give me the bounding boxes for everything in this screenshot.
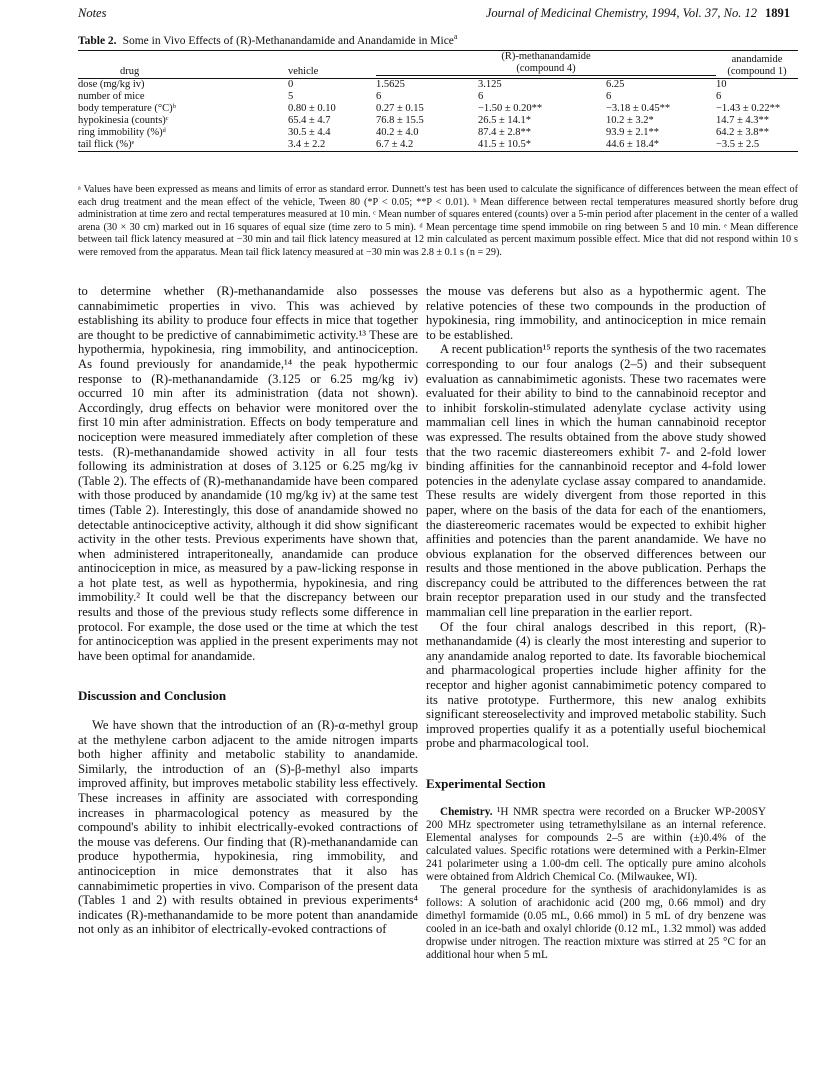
paragraph: Of the four chiral analogs described in this report, (R)-methanandamide (4) is clearly the most interesting and superior to any anandamide analog reported to date. Its favorable biochemical and pharmacological properties include higher affinity for the receptor and higher agonist cannabimimetic potency compared to its native prototype. Furthermore, this new analog exhibits significant stereoselectivity and improved metabolic stability. Such improved properties qualify it as a potentially useful biochemical probe and pharmacological tool. xyxy=(426,619,766,751)
right-column xyxy=(426,284,766,962)
cell: −3.18 ± 0.45** xyxy=(606,103,671,114)
row-label: body temperature (°C)ᵇ xyxy=(78,103,176,114)
run-in-heading-chemistry: Chemistry. xyxy=(440,805,493,818)
header-drug: drug xyxy=(120,66,140,77)
cell: 6.25 xyxy=(606,79,625,90)
paragraph: to determine whether (R)-methanandamide also possesses cannabimimetic properties in vivo. This was achieved by establishing its ability to produce four effects in mice that together are thought to be predictive of cannabimimetic activity.¹³ These are hypothermia, hypokinesia, ring immobility, and antinociception. As found previously for anandamide,¹⁴ the peak hypothermic response to (R)-methanandamide (3.125 or 6.25 mg/kg iv) occurred 10 min after its administration (data not shown). Accordingly, drug effects on behavior were monitored over the first 10 min after administration. Effects on body temperature and nociception were measured immediately after completion of these tests. (R)-methanandamide showed activity in all four tests following its administration at doses of 3.125 or 6.25 mg/kg iv (Table 2). The effects of (R)-methanandamide have been compared with those produced by anandamide (10 mg/kg iv) at the same test times (Table 2). Interestingly, this dose of anandamide showed no detectable antinociceptive activity, although it did show significant activity in the other tests. Previous experiments have shown that, when administered intraperitoneally, anandamide can produce antinociception in mice, as measured by a paw-licking response in a hot plate test, as well as hypothermia, hypokinesia, and ring immobility.² It could well be that the discrepancy between our results and those of the previous study reflects some difference in protocol. For example, the dose used or the time at which the test for antinociception was applied in the present experiments may not have been optimal for anandamide. xyxy=(78,284,418,663)
table-header-row-1 xyxy=(78,51,798,76)
cell: 5 xyxy=(288,91,294,102)
cell: 30.5 ± 4.4 xyxy=(288,127,331,138)
table-label: Table 2. xyxy=(78,34,117,47)
cell: 10.2 ± 3.2* xyxy=(606,115,654,126)
header-anandamide-sub: (compound 1) xyxy=(727,66,787,77)
table-title: Some in Vivo Effects of (R)-Methanandamide and Anandamide in Mice xyxy=(122,34,454,47)
cell: 87.4 ± 2.8** xyxy=(478,127,532,138)
cell: −1.50 ± 0.20** xyxy=(478,103,543,114)
table-row xyxy=(78,127,798,139)
table-row xyxy=(78,139,798,152)
paragraph: We have shown that the introduction of an (R)-α-methyl group at the methylene carbon adjacent to the amide nitrogen imparts both higher affinity and metabolic stability to anandamide. Similarly, the introduction of an (S)-β-methyl also imparts improved affinity, but improves metabolic stability less effectively. These increases in affinity are associated with corresponding increases in pharmacological potency as measured by the compound's ability to inhibit electrically-evoked contractions of the mouse vas deferens. Our finding that (R)-methanandamide can produce hypothermia, hypokinesia, ring immobility, and antinociception in mice demonstrates that it also has cannabimimetic properties in vivo. Comparison of the present data (Tables 1 and 2) with results obtained in previous experiments⁴ indicates (R)-methanandamide to be more potent than anandamide not only as an inhibitor of electrically-evoked contractions of xyxy=(78,718,418,937)
cell: 6 xyxy=(606,91,612,102)
row-label: tail flick (%)ᵉ xyxy=(78,139,135,150)
table-row xyxy=(78,115,798,127)
journal-name: Journal of Medicinal Chemistry, 1994, Vol. 37, No. 12 xyxy=(485,6,757,20)
cell: −1.43 ± 0.22** xyxy=(716,103,781,114)
cell: 65.4 ± 4.7 xyxy=(288,115,331,126)
cell: 40.2 ± 4.0 xyxy=(376,127,419,138)
cell: 44.6 ± 18.4* xyxy=(606,139,660,150)
caption-footnote-mark: a xyxy=(453,32,458,41)
row-label: ring immobility (%)ᵈ xyxy=(78,127,166,138)
table-row xyxy=(78,103,798,115)
cell: 3.125 xyxy=(478,79,502,90)
cell: 26.5 ± 14.1* xyxy=(478,115,532,126)
table-row xyxy=(78,79,798,92)
row-label: hypokinesia (counts)ᶜ xyxy=(78,115,169,126)
row-label: number of mice xyxy=(78,91,145,102)
cell: 3.4 ± 2.2 xyxy=(288,139,326,150)
cell: 0.80 ± 0.10 xyxy=(288,103,336,114)
chemistry-text: ¹H NMR spectra were recorded on a Brucker WP-200SY 200 MHz spectrometer using tetramethylsilane as an internal reference. Elemental analyses for compounds 2–5 are within (±)0.4% of the calculated values. Specific rotations were determined with a Perkin-Elmer 241 polarimeter using a 1.00-dm cell. The optically pure amino alcohols were obtained from Aldrich Chemical Co. (Milwaukee, WI). xyxy=(426,805,766,883)
page-number: 1891 xyxy=(765,6,790,20)
paragraph: the mouse vas deferens but also as a hypothermic agent. The relative potencies of these two compounds in the production of hypokinesia, ring immobility, and antinociception in mice remain to be established. xyxy=(426,284,766,342)
cell: 0.27 ± 0.15 xyxy=(376,103,424,114)
cell: 76.8 ± 15.5 xyxy=(376,115,424,126)
cell: 41.5 ± 10.5* xyxy=(478,139,532,150)
paragraph-chemistry xyxy=(426,806,766,884)
left-column xyxy=(78,284,418,937)
cell: 0 xyxy=(288,79,294,90)
cell: 1.5625 xyxy=(376,79,405,90)
cell: 14.7 ± 4.3** xyxy=(716,115,770,126)
section-label: Notes xyxy=(78,6,107,20)
paragraph: A recent publication¹⁵ reports the synthesis of the two racemates corresponding to our four analogs (2–5) and their subsequent evaluation as cannabimimetic agonists. These two racemates were evaluated for their ability to bind to the cannabinoid receptor and to inhibit forskolin-stimulated adenylate cyclase activity using mammalian cell lines in which the human cannabinoid receptor was expressed. The results obtained from the above study showed that the two racemic diastereomers exhibit 7- and 2-fold lower binding affinities for the cannanbinoid receptor and 4-fold lower potencies in the adenylate cyclase assay compared to anandamide. These results are widely divergent from those reported in this paper, where on the basis of the data for each of the enantiomers, the diastereomeric racemates would be expected to exhibit higher affinities and potencies than the parent anandamide. We have no obvious explanation for the observed differences between our results and those mentioned in the above publication. Perhaps the discrepancy could be attributed to the differences between the rat brain receptor preparation used in our study and the transfected mammalian cell line preparation in the earlier report. xyxy=(426,342,766,620)
cell: 6 xyxy=(716,91,722,102)
header-methanandamide-name: (R)-methanandamide xyxy=(501,51,591,62)
cell: −3.5 ± 2.5 xyxy=(716,139,760,150)
table-row xyxy=(78,91,798,103)
cell: 6 xyxy=(478,91,484,102)
cell: 64.2 ± 3.8** xyxy=(716,127,770,138)
paragraph: The general procedure for the synthesis of arachidonylamides is as follows: A solution of arachidonic acid (200 mg, 0.66 mmol) and dry dimethyl formamide (0.05 mL, 0.66 mmol) in 5 mL of dry benzene was cooled in an ice-bath and oxalyl chloride (0.12 mL, 1.32 mmol) was added dropwise under nitrogen. The reaction mixture was stirred at 25 °C for an additional hour when 5 mL xyxy=(426,883,766,961)
results-table xyxy=(78,50,798,152)
header-methanandamide-sub: (compound 4) xyxy=(516,63,576,74)
header-anandamide xyxy=(716,51,798,79)
section-heading-experimental: Experimental Section xyxy=(426,776,546,791)
cell: 10 xyxy=(716,79,727,90)
section-heading-discussion: Discussion and Conclusion xyxy=(78,688,227,704)
header-vehicle: vehicle xyxy=(288,66,319,77)
running-header xyxy=(78,6,790,26)
table-caption xyxy=(78,32,798,47)
row-label: dose (mg/kg iv) xyxy=(78,79,145,90)
cell: 6 xyxy=(376,91,382,102)
header-methanandamide xyxy=(376,51,716,76)
journal-citation xyxy=(486,6,790,21)
table-footnotes: ᵃ Values have been expressed as means and limits of error as standard error. Dunnett's test has been used to calculate the significance of differences between the mean effect of each drug treatment and the mean effect of the vehicle, Tween 80 (*P < 0.05; **P < 0.01). ᵇ Mean difference between rectal temperatures measured shortly before drug administration at time zero and rectal temperatures measured at 10 min. ᶜ Mean number of squares entered (counts) over a 5-min period after placement in the center of a walled arena (30 × 30 cm) marked out in 16 squares of equal size (time zero to 5 min). ᵈ Mean percentage time spend immobile on ring between 5 and 10 min. ᵉ Mean difference between tail flick latency measured at −30 min and tail flick latency measured at 12 min calculated as percent maximum possible effect. Mice that did not respond within 10 s were removed from the apparatus. Mean tail flick latency measured at −30 min was 2.8 ± 0.1 s (n = 29). xyxy=(78,184,798,258)
cell: 93.9 ± 2.1** xyxy=(606,127,660,138)
cell: 6.7 ± 4.2 xyxy=(376,139,414,150)
header-anandamide-name: anandamide xyxy=(731,54,783,65)
